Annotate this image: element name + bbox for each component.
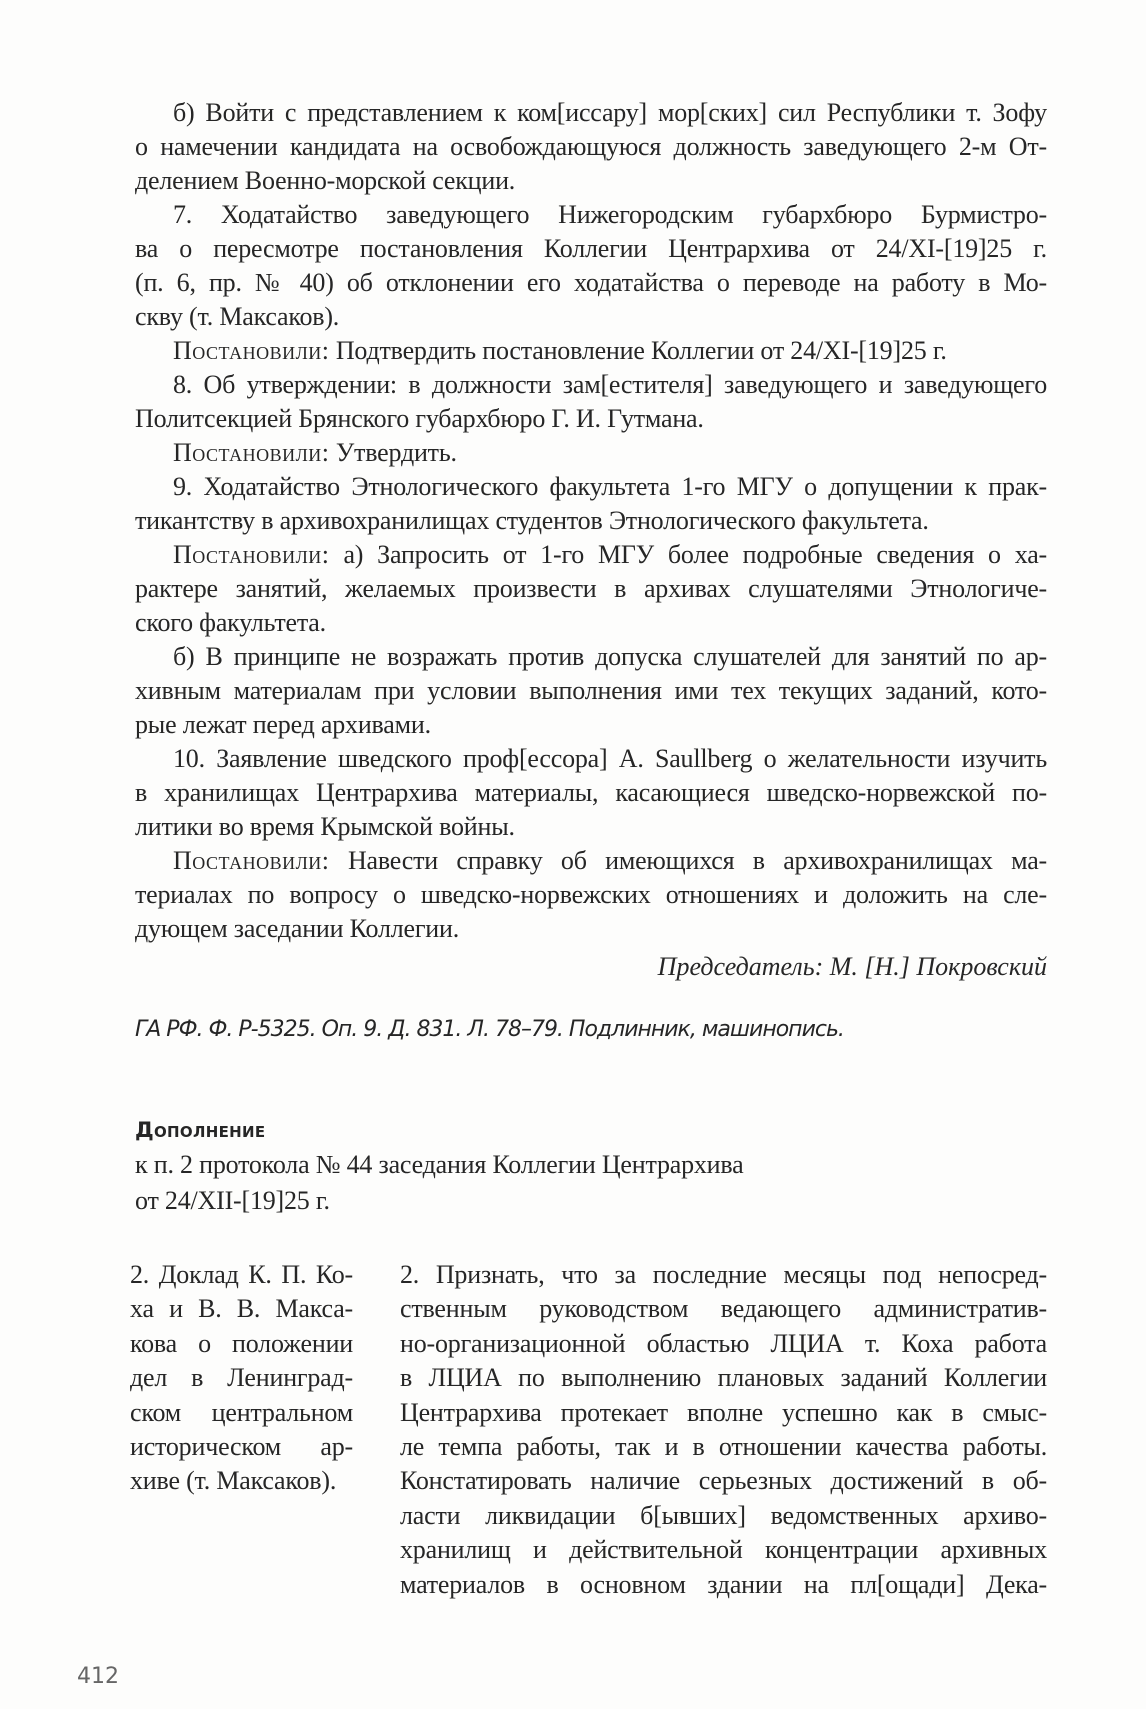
paragraph-line: 7. Ходатайство заведующего Нижегородским губархбюро Бурмистро- [173, 200, 1047, 229]
page-number: 412 [77, 1664, 119, 1689]
paragraph-line: в хранилищах Центрархива материалы, касающиеся шведско-норвежской по- [135, 778, 1047, 807]
paragraph-line [173, 436, 1047, 470]
right-column-line: в ЛЦИА по выполнению плановых заданий Коллегии [400, 1363, 1047, 1393]
resolution-text: а) Запросить от 1-го МГУ более подробные сведения о ха- [329, 540, 1047, 569]
paragraph-line: скву (т. Максаков). [135, 302, 340, 331]
resolved-label: Постановили: [173, 540, 330, 569]
paragraph-line: териалах по вопросу о шведско-норвежских отношениях и доложить на сле- [135, 880, 1047, 909]
right-column-line: Центрархива протекает вполне успешно как в смыс- [400, 1397, 1047, 1427]
paragraph-line: ского факультета. [135, 608, 326, 637]
right-column-line: ственным руководством ведающего административ- [400, 1294, 1047, 1324]
left-column-line: кова о положении [130, 1328, 353, 1358]
right-column-line: но-организационной областью ЛЦИА т. Коха работа [400, 1328, 1047, 1358]
left-column-line: хиве (т. Максаков). [130, 1466, 337, 1496]
archive-source-reference: ГА РФ. Ф. Р-5325. Оп. 9. Д. 831. Л. 78–79. Подлинник, машинопись. [135, 1017, 844, 1042]
chairman-signature: Председатель: М. [Н.] Покровский [657, 952, 1047, 981]
paragraph-line: 9. Ходатайство Этнологического факультета 1-го МГУ о допущении к прак- [173, 472, 1047, 501]
paragraph-line: рактере занятий, желаемых произвести в архивах слушателями Этнологиче- [135, 574, 1047, 603]
left-column-line: 2. Доклад К. П. Ко- [130, 1260, 353, 1289]
paragraph-line [173, 334, 1047, 368]
paragraph-line: (п. 6, пр. № 40) об отклонении его ходатайства о переводе на работу в Мо- [135, 268, 1047, 297]
addendum-subtitle-line: от 24/XII-[19]25 г. [135, 1186, 330, 1215]
resolution-text: Навести справку об имеющихся в архивохранилищах ма- [329, 846, 1047, 875]
paragraph-line: хивным материалам при условии выполнения ими тех текущих заданий, кото- [135, 676, 1047, 705]
paragraph-line: дующем заседании Коллегии. [135, 914, 460, 943]
addendum-title: Дополнение [135, 1118, 266, 1142]
paragraph-line: тикантству в архивохранилищах студентов Этнологического факультета. [135, 506, 929, 535]
left-column-line: дел в Ленинград- [130, 1363, 353, 1393]
paragraph-line: делением Военно-морской секции. [135, 166, 516, 195]
paragraph-line: о намечении кандидата на освобождающуюся должность заведующего 2-м От- [135, 132, 1047, 161]
right-column-line: хранилищ и действительной концентрации архивных [400, 1535, 1047, 1565]
paragraph-line: Политсекцией Брянского губархбюро Г. И. Гутмана. [135, 404, 704, 433]
paragraph-line [173, 844, 1047, 878]
right-column-line: 2. Признать, что за последние месяцы под непосред- [400, 1260, 1047, 1289]
paragraph-line: 10. Заявление шведского проф[ессора] A. Saullberg о желательности изучить [173, 744, 1047, 773]
addendum-subtitle-line: к п. 2 протокола № 44 заседания Коллегии Центрархива [135, 1150, 744, 1179]
paragraph-line: рые лежат перед архивами. [135, 710, 431, 739]
resolved-label: Постановили: [173, 438, 330, 467]
paragraph-line [173, 538, 1047, 572]
paragraph-line: ва о пересмотре постановления Коллегии Центрархива от 24/XI-[19]25 г. [135, 234, 1047, 263]
resolution-text: Утвердить. [329, 438, 457, 467]
paragraph-line: б) Войти с представлением к ком[иссару] мор[ских] сил Республики т. Зофу [173, 98, 1047, 127]
right-column-line: материалов в основном здании на пл[ощади] Дека- [400, 1569, 1047, 1599]
resolved-label: Постановили: [173, 846, 330, 875]
resolution-text: Подтвердить постановление Коллегии от 24/XI-[19]25 г. [329, 336, 947, 365]
right-column-line: Констатировать наличие серьезных достижений в об- [400, 1466, 1047, 1496]
paragraph-line: литики во время Крымской войны. [135, 812, 515, 841]
left-column-line: ха и В. В. Макса- [130, 1294, 353, 1324]
resolved-label: Постановили: [173, 336, 330, 365]
paragraph-line: б) В принципе не возражать против допуска слушателей для занятий по ар- [173, 642, 1047, 671]
paragraph-line: 8. Об утверждении: в должности зам[естителя] заведующего и заведующего [173, 370, 1047, 399]
left-column-line: историческом ар- [130, 1432, 353, 1461]
right-column-line: ласти ликвидации б[ывших] ведомственных архиво- [400, 1500, 1047, 1530]
right-column-line: ле темпа работы, так и в отношении качества работы. [400, 1432, 1047, 1461]
left-column-line: ском центральном [130, 1397, 353, 1427]
